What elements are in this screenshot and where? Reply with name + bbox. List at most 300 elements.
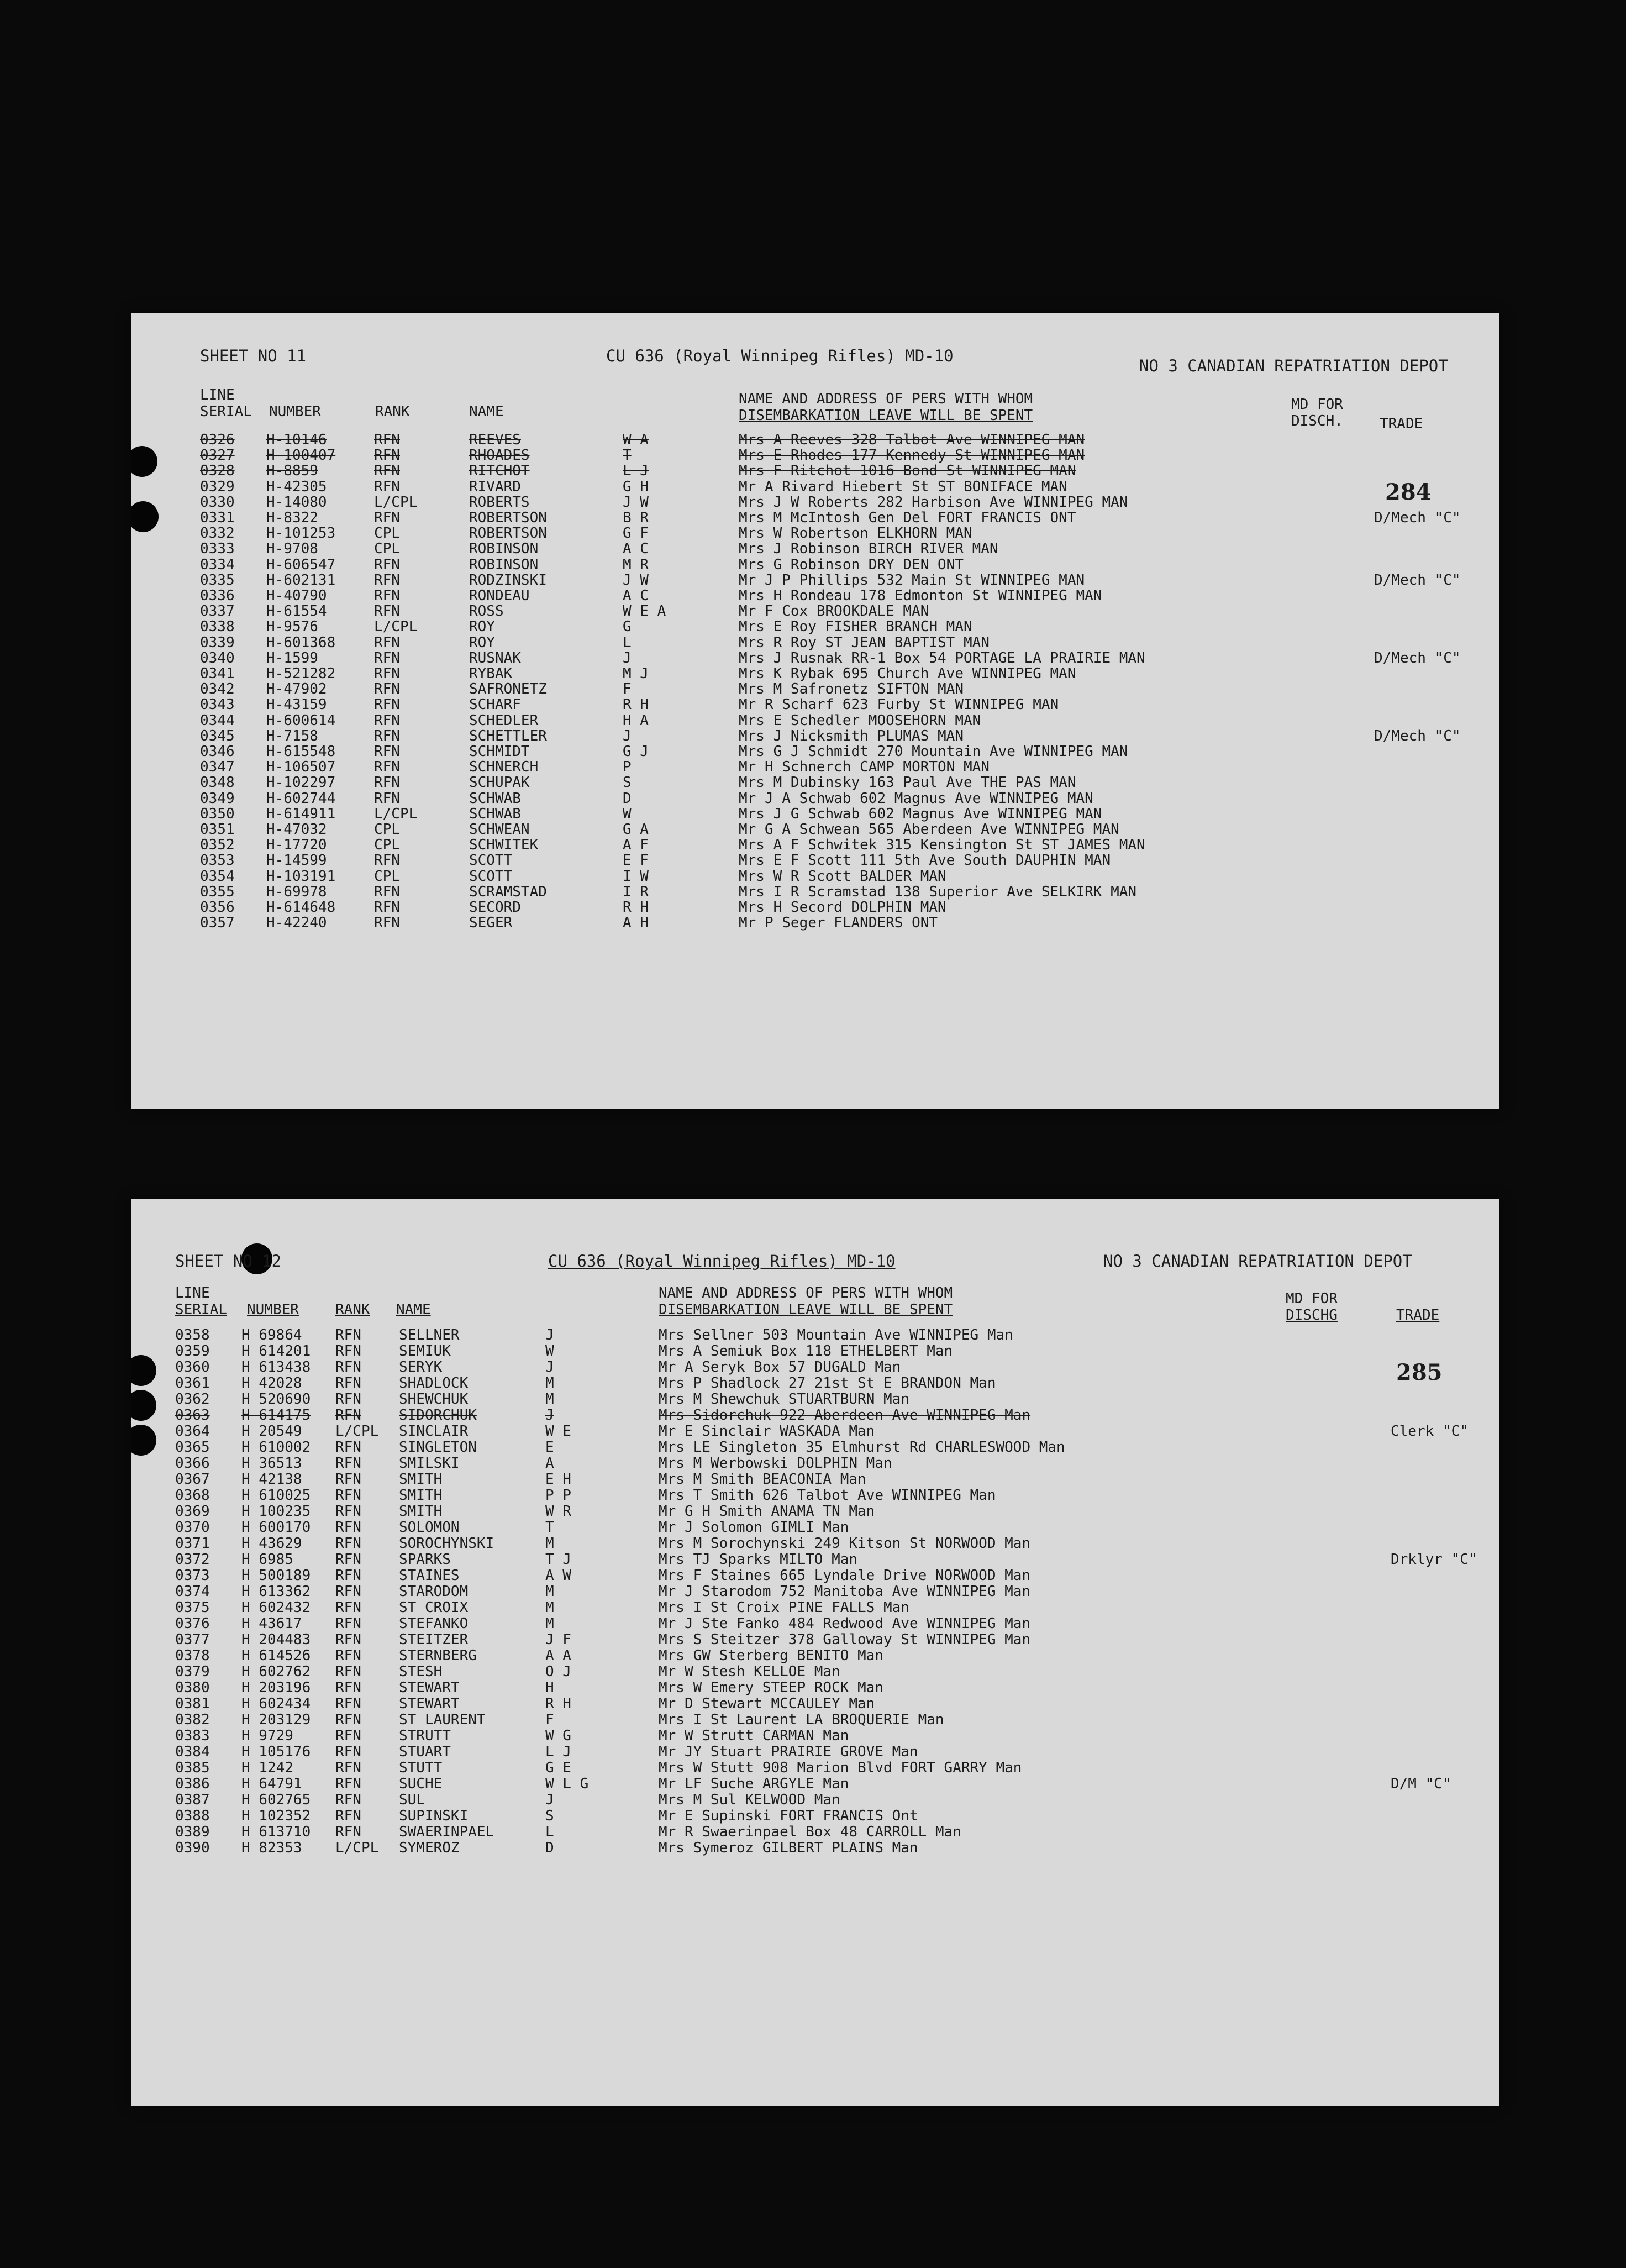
cell-name: SINGLETON	[399, 1439, 477, 1456]
cell-name: SCHETTLER	[469, 727, 547, 744]
cell-number: H-106507	[266, 759, 336, 776]
col-md-line1: MD FOR	[1291, 396, 1343, 413]
col-line: LINE	[175, 1285, 210, 1301]
cell-rank: RFN	[335, 1503, 361, 1520]
cell-name: SCHEDLER	[469, 712, 539, 729]
cell-number: H-601368	[266, 634, 336, 651]
cell-address: Mrs M Werbowski DOLPHIN Man	[659, 1455, 892, 1472]
cell-address: Mrs M McIntosh Gen Del FORT FRANCIS ONT	[739, 510, 1076, 526]
cell-number: H 43629	[241, 1535, 302, 1552]
cell-rank: L/CPL	[374, 494, 418, 511]
cell-number: H-1599	[266, 649, 318, 666]
cell-number: H 102352	[241, 1808, 311, 1824]
cell-name: ROBERTSON	[469, 510, 547, 526]
cell-name: ROY	[469, 618, 495, 636]
cell-initials: M J	[623, 665, 649, 682]
cell-serial: 0359	[175, 1343, 210, 1359]
cell-initials: P P	[545, 1487, 571, 1504]
sheet-11	[131, 313, 1499, 1109]
cell-rank: RFN	[335, 1760, 361, 1776]
cell-address: Mrs M Safronetz SIFTON MAN	[739, 681, 964, 698]
cell-rank: RFN	[335, 1647, 361, 1664]
table-row	[131, 1472, 1499, 1488]
cell-number: H-40790	[266, 587, 327, 604]
cell-initials: A A	[545, 1647, 571, 1664]
cell-address: Mr JY Stuart PRAIRIE GROVE Man	[659, 1744, 918, 1760]
cell-initials: G F	[623, 525, 649, 542]
cell-name: STEWART	[399, 1695, 460, 1712]
cell-serial: 0388	[175, 1808, 210, 1824]
cell-initials: W R	[545, 1503, 571, 1520]
cell-initials: J	[545, 1407, 554, 1424]
cell-initials: J	[623, 727, 632, 744]
cell-number: H-61554	[266, 603, 327, 620]
cell-name: SCHUPAK	[469, 774, 530, 791]
cell-rank: RFN	[374, 478, 400, 495]
table-row	[131, 510, 1499, 526]
cell-serial: 0329	[200, 478, 235, 495]
cell-address: Mrs M Sul KELWOOD Man	[659, 1792, 840, 1808]
cell-number: H 43617	[241, 1615, 302, 1632]
cell-address: Mrs Sellner 503 Mountain Ave WINNIPEG Man	[659, 1327, 1013, 1343]
cell-serial: 0360	[175, 1359, 210, 1376]
cell-name: SCHMIDT	[469, 743, 530, 760]
cell-number: H 613710	[241, 1824, 311, 1840]
cell-name: RONDEAU	[469, 587, 530, 604]
table-row	[131, 775, 1499, 791]
cell-initials: M	[545, 1535, 554, 1552]
table-row	[131, 650, 1499, 666]
cell-address: Mrs J G Schwab 602 Magnus Ave WINNIPEG MAN	[739, 805, 1102, 822]
cell-rank: RFN	[374, 603, 400, 620]
cell-initials: R H	[623, 696, 649, 713]
cell-initials: E	[545, 1439, 554, 1456]
cell-serial: 0350	[200, 805, 235, 822]
cell-initials: G E	[545, 1760, 571, 1776]
cell-serial: 0331	[200, 510, 235, 526]
cell-rank: RFN	[335, 1391, 361, 1408]
cell-rank: RFN	[335, 1519, 361, 1536]
cell-rank: RFN	[374, 852, 400, 869]
cell-number: H-602744	[266, 790, 336, 807]
table-row	[131, 463, 1499, 479]
cell-number: H-42240	[266, 915, 327, 932]
cell-rank: L/CPL	[335, 1423, 379, 1440]
cell-number: H 602432	[241, 1599, 311, 1616]
cell-address: Mr J Starodom 752 Manitoba Ave WINNIPEG Man	[659, 1583, 1031, 1600]
col-address-line2: DISEMBARKATION LEAVE WILL BE SPENT	[659, 1301, 953, 1318]
cell-initials: A C	[623, 540, 649, 558]
cell-address: Mrs Symeroz GILBERT PLAINS Man	[659, 1840, 918, 1856]
cell-number: H 105176	[241, 1744, 311, 1760]
table-row	[131, 619, 1499, 635]
cell-name: ST CROIX	[399, 1599, 469, 1616]
cell-address: Mrs G J Schmidt 270 Mountain Ave WINNIPEG MAN	[739, 743, 1128, 760]
cell-initials: J W	[623, 571, 649, 589]
cell-rank: RFN	[335, 1359, 361, 1376]
cell-number: H-101253	[266, 525, 336, 542]
col-number: NUMBER	[269, 403, 321, 420]
unit-title: CU 636 (Royal Winnipeg Rifles) MD-10	[548, 1252, 896, 1271]
cell-initials: G	[623, 618, 632, 636]
cell-serial: 0367	[175, 1471, 210, 1488]
cell-rank: RFN	[335, 1808, 361, 1824]
cell-initials: D	[545, 1840, 554, 1856]
cell-serial: 0346	[200, 743, 235, 760]
cell-rank: CPL	[374, 821, 400, 838]
cell-number: H 42028	[241, 1375, 302, 1392]
cell-address: Mrs F Ritchot 1016 Bond St WINNIPEG MAN	[739, 463, 1076, 480]
cell-address: Mrs GW Sterberg BENITO Man	[659, 1647, 883, 1664]
cell-number: H 64791	[241, 1776, 302, 1792]
table-row	[131, 1744, 1499, 1760]
table-row	[131, 1424, 1499, 1440]
cell-rank: RFN	[374, 790, 400, 807]
cell-rank: CPL	[374, 868, 400, 885]
cell-initials: M	[545, 1599, 554, 1616]
unit-title: CU 636 (Royal Winnipeg Rifles) MD-10	[606, 347, 954, 365]
cell-serial: 0364	[175, 1423, 210, 1440]
cell-name: SWAERINPAEL	[399, 1824, 494, 1840]
cell-initials: W G	[545, 1728, 571, 1744]
cell-address: Mr E Supinski FORT FRANCIS Ont	[659, 1808, 918, 1824]
cell-number: H-43159	[266, 696, 327, 713]
table-row	[131, 603, 1499, 620]
cell-rank: RFN	[374, 759, 400, 776]
table-row	[131, 541, 1499, 557]
cell-number: H 203129	[241, 1712, 311, 1728]
cell-serial: 0366	[175, 1455, 210, 1472]
cell-rank: RFN	[335, 1792, 361, 1808]
cell-number: H-69978	[266, 883, 327, 900]
cell-serial: 0361	[175, 1375, 210, 1392]
table-row	[131, 1343, 1499, 1359]
cell-name: SEMIUK	[399, 1343, 451, 1359]
cell-initials: A	[545, 1455, 554, 1472]
cell-serial: 0372	[175, 1551, 210, 1568]
cell-number: H-100407	[266, 447, 336, 464]
cell-name: SELLNER	[399, 1327, 460, 1343]
table-row	[131, 1376, 1499, 1392]
cell-name: ROSS	[469, 603, 504, 620]
cell-rank: RFN	[374, 510, 400, 526]
col-rank: RANK	[335, 1301, 370, 1318]
cell-number: H-102297	[266, 774, 336, 791]
cell-address: Mrs I St Croix PINE FALLS Man	[659, 1599, 909, 1616]
cell-number: H 69864	[241, 1327, 302, 1343]
cell-name: STERNBERG	[399, 1647, 477, 1664]
cell-address: Mrs J Robinson BIRCH RIVER MAN	[739, 540, 998, 558]
table-row	[131, 666, 1499, 682]
cell-initials: T	[623, 447, 632, 464]
cell-address: Mrs E Roy FISHER BRANCH MAN	[739, 618, 972, 636]
cell-address: Mrs M Smith BEACONIA Man	[659, 1471, 866, 1488]
cell-serial: 0351	[200, 821, 235, 838]
cell-rank: L/CPL	[374, 618, 418, 636]
cell-trade: D/Mech "C"	[1374, 510, 1461, 526]
cell-number: H 204483	[241, 1631, 311, 1648]
cell-number: H 613362	[241, 1583, 311, 1600]
cell-address: Mrs F Staines 665 Lyndale Drive NORWOOD Man	[659, 1567, 1031, 1584]
col-rank: RANK	[375, 403, 410, 420]
cell-address: Mr P Seger FLANDERS ONT	[739, 915, 938, 932]
cell-name: STUTT	[399, 1760, 443, 1776]
cell-name: SHEWCHUK	[399, 1391, 469, 1408]
cell-rank: RFN	[374, 571, 400, 589]
cell-initials: I W	[623, 868, 649, 885]
cell-name: SOROCHYNSKI	[399, 1535, 494, 1552]
cell-initials: S	[623, 774, 632, 791]
cell-address: Mrs W Robertson ELKHORN MAN	[739, 525, 972, 542]
cell-name: STEWART	[399, 1679, 460, 1696]
cell-serial: 0380	[175, 1679, 210, 1696]
table-row	[131, 479, 1499, 495]
table-row	[131, 1664, 1499, 1680]
cell-rank: RFN	[374, 712, 400, 729]
cell-address: Mr A Rivard Hiebert St ST BONIFACE MAN	[739, 478, 1067, 495]
cell-serial: 0328	[200, 463, 235, 480]
cell-address: Mr G A Schwean 565 Aberdeen Ave WINNIPEG MAN	[739, 821, 1119, 838]
cell-initials: J	[545, 1792, 554, 1808]
cell-initials: W L G	[545, 1776, 589, 1792]
cell-serial: 0327	[200, 447, 235, 464]
cell-address: Mrs A Semiuk Box 118 ETHELBERT Man	[659, 1343, 953, 1359]
cell-address: Mr A Seryk Box 57 DUGALD Man	[659, 1359, 901, 1376]
cell-address: Mrs J W Roberts 282 Harbison Ave WINNIPEG MAN	[739, 494, 1128, 511]
cell-serial: 0336	[200, 587, 235, 604]
cell-rank: L/CPL	[335, 1840, 379, 1856]
cell-number: H 9729	[241, 1728, 293, 1744]
cell-rank: RFN	[374, 463, 400, 480]
cell-name: SERYK	[399, 1359, 443, 1376]
cell-rank: RFN	[374, 899, 400, 916]
table-row	[131, 1712, 1499, 1728]
cell-serial: 0335	[200, 571, 235, 589]
table-row	[131, 884, 1499, 900]
cell-address: Mrs M Shewchuk STUARTBURN Man	[659, 1391, 909, 1408]
cell-address: Mrs M Dubinsky 163 Paul Ave THE PAS MAN	[739, 774, 1076, 791]
cell-rank: RFN	[374, 743, 400, 760]
cell-serial: 0344	[200, 712, 235, 729]
table-row	[131, 1824, 1499, 1840]
cell-name: STRUTT	[399, 1728, 451, 1744]
table-row	[131, 1488, 1499, 1504]
cell-name: SMITH	[399, 1487, 443, 1504]
cell-name: ROBERTSON	[469, 525, 547, 542]
table-row	[131, 432, 1499, 448]
cell-number: H 36513	[241, 1455, 302, 1472]
cell-serial: 0363	[175, 1407, 210, 1424]
cell-serial: 0334	[200, 556, 235, 573]
cell-rank: RFN	[335, 1567, 361, 1584]
cell-serial: 0343	[200, 696, 235, 713]
cell-address: Mrs R Roy ST JEAN BAPTIST MAN	[739, 634, 990, 651]
table-row	[131, 837, 1499, 853]
cell-initials: L J	[545, 1744, 571, 1760]
cell-rank: RFN	[374, 665, 400, 682]
cell-serial: 0341	[200, 665, 235, 682]
cell-number: H-10146	[266, 432, 327, 448]
cell-name: ROBINSON	[469, 556, 539, 573]
table-row	[131, 1728, 1499, 1744]
cell-name: RITCHOT	[469, 463, 530, 480]
cell-serial: 0378	[175, 1647, 210, 1664]
col-address-line1: NAME AND ADDRESS OF PERS WITH WHOM	[739, 391, 1033, 407]
table-row	[131, 822, 1499, 838]
col-serial: SERIAL	[175, 1301, 227, 1318]
cell-address: Mrs A Reeves 328 Talbot Ave WINNIPEG MAN	[739, 432, 1085, 448]
table-row	[131, 1327, 1499, 1343]
cell-serial: 0371	[175, 1535, 210, 1552]
cell-rank: RFN	[335, 1728, 361, 1744]
cell-address: Mrs J Nicksmith PLUMAS MAN	[739, 727, 964, 744]
table-row	[131, 759, 1499, 775]
cell-number: H 602434	[241, 1695, 311, 1712]
cell-address: Mrs LE Singleton 35 Elmhurst Rd CHARLESWOOD Man	[659, 1439, 1065, 1456]
cell-address: Mrs G Robinson DRY DEN ONT	[739, 556, 964, 573]
depot-title: NO 3 CANADIAN REPATRIATION DEPOT	[1139, 356, 1448, 375]
cell-rank: L/CPL	[374, 805, 418, 822]
cell-name: SOLOMON	[399, 1519, 460, 1536]
table-row	[131, 1536, 1499, 1552]
cell-address: Mr R Scharf 623 Furby St WINNIPEG MAN	[739, 696, 1059, 713]
cell-serial: 0347	[200, 759, 235, 776]
cell-rank: RFN	[374, 634, 400, 651]
cell-number: H-9708	[266, 540, 318, 558]
col-line: LINE	[200, 387, 235, 403]
cell-serial: 0386	[175, 1776, 210, 1792]
cell-rank: RFN	[335, 1535, 361, 1552]
cell-number: H 500189	[241, 1567, 311, 1584]
cell-address: Mr F Cox BROOKDALE MAN	[739, 603, 929, 620]
cell-initials: J	[545, 1327, 554, 1343]
table-row	[131, 1840, 1499, 1856]
cell-number: H 520690	[241, 1391, 311, 1408]
cell-serial: 0326	[200, 432, 235, 448]
cell-initials: J W	[623, 494, 649, 511]
cell-name: RIVARD	[469, 478, 521, 495]
cell-address: Mrs T Smith 626 Talbot Ave WINNIPEG Man	[659, 1487, 996, 1504]
table-row	[131, 526, 1499, 542]
col-md-line1: MD FOR	[1286, 1290, 1338, 1307]
cell-number: H-9576	[266, 618, 318, 636]
cell-name: STESH	[399, 1663, 443, 1680]
cell-serial: 0362	[175, 1391, 210, 1408]
cell-number: H-14080	[266, 494, 327, 511]
table-row	[131, 588, 1499, 604]
col-serial: SERIAL	[200, 403, 252, 420]
cell-number: H 100235	[241, 1503, 311, 1520]
table-row	[131, 713, 1499, 729]
depot-title: NO 3 CANADIAN REPATRIATION DEPOT	[1103, 1252, 1412, 1271]
cell-rank: RFN	[374, 587, 400, 604]
cell-initials: S	[545, 1808, 554, 1824]
cell-serial: 0332	[200, 525, 235, 542]
cell-name: SEGER	[469, 915, 513, 932]
cell-name: SCOTT	[469, 852, 513, 869]
cell-rank: RFN	[335, 1343, 361, 1359]
cell-initials: L	[623, 634, 632, 651]
cell-name: SCHWITEK	[469, 837, 539, 854]
table-row	[131, 1440, 1499, 1456]
cell-initials: T	[545, 1519, 554, 1536]
cell-serial: 0381	[175, 1695, 210, 1712]
table-row	[131, 1504, 1499, 1520]
cell-name: SCHWAB	[469, 790, 521, 807]
cell-address: Mrs Sidorchuk 922 Aberdeen Ave WINNIPEG Man	[659, 1407, 1031, 1424]
table-row	[131, 791, 1499, 807]
cell-name: ST LAURENT	[399, 1712, 486, 1728]
cell-initials: W	[545, 1343, 554, 1359]
cell-rank: RFN	[335, 1776, 361, 1792]
cell-name: SUCHE	[399, 1776, 443, 1792]
cell-number: H-521282	[266, 665, 336, 682]
cell-serial: 0330	[200, 494, 235, 511]
cell-serial: 0365	[175, 1439, 210, 1456]
cell-serial: 0379	[175, 1663, 210, 1680]
table-row	[131, 1808, 1499, 1824]
table-row	[131, 681, 1499, 697]
cell-rank: RFN	[335, 1663, 361, 1680]
cell-number: H 614526	[241, 1647, 311, 1664]
cell-initials: I R	[623, 883, 649, 900]
cell-number: H 602765	[241, 1792, 311, 1808]
cell-name: SCHARF	[469, 696, 521, 713]
cell-name: SAFRONETZ	[469, 681, 547, 698]
cell-address: Mrs S Steitzer 378 Galloway St WINNIPEG Man	[659, 1631, 1031, 1648]
cell-address: Mr J Ste Fanko 484 Redwood Ave WINNIPEG Man	[659, 1615, 1031, 1632]
cell-number: H-600614	[266, 712, 336, 729]
table-row	[131, 728, 1499, 744]
table-row	[131, 573, 1499, 589]
cell-rank: RFN	[374, 681, 400, 698]
cell-address: Mrs P Shadlock 27 21st St E BRANDON Man	[659, 1375, 996, 1392]
cell-number: H-602131	[266, 571, 336, 589]
cell-address: Mr R Swaerinpael Box 48 CARROLL Man	[659, 1824, 961, 1840]
cell-name: STEITZER	[399, 1631, 469, 1648]
cell-trade: D/M "C"	[1391, 1776, 1451, 1792]
cell-name: RHOADES	[469, 447, 530, 464]
cell-name: SPARKS	[399, 1551, 451, 1568]
cell-name: SUL	[399, 1792, 425, 1808]
cell-number: H 602762	[241, 1663, 311, 1680]
cell-name: SCHWEAN	[469, 821, 530, 838]
cell-rank: RFN	[335, 1551, 361, 1568]
cell-serial: 0358	[175, 1327, 210, 1343]
cell-initials: W	[623, 805, 632, 822]
table-row	[131, 1584, 1499, 1600]
cell-initials: J F	[545, 1631, 571, 1648]
cell-address: Mr J P Phillips 532 Main St WINNIPEG MAN	[739, 571, 1085, 589]
cell-name: SCHNERCH	[469, 759, 539, 776]
table-row	[131, 806, 1499, 822]
cell-rank: RFN	[374, 432, 400, 448]
cell-rank: RFN	[335, 1375, 361, 1392]
cell-serial: 0382	[175, 1712, 210, 1728]
cell-address: Mrs H Secord DOLPHIN MAN	[739, 899, 946, 916]
cell-serial: 0352	[200, 837, 235, 854]
cell-serial: 0340	[200, 649, 235, 666]
col-trade: TRADE	[1380, 416, 1423, 432]
cell-initials: M R	[623, 556, 649, 573]
cell-serial: 0339	[200, 634, 235, 651]
cell-initials: P	[623, 759, 632, 776]
cell-address: Mrs W Stutt 908 Marion Blvd FORT GARRY Man	[659, 1760, 1022, 1776]
cell-rank: RFN	[374, 883, 400, 900]
cell-number: H 600170	[241, 1519, 311, 1536]
cell-address: Mrs W Emery STEEP ROCK Man	[659, 1679, 883, 1696]
table-row	[131, 744, 1499, 760]
